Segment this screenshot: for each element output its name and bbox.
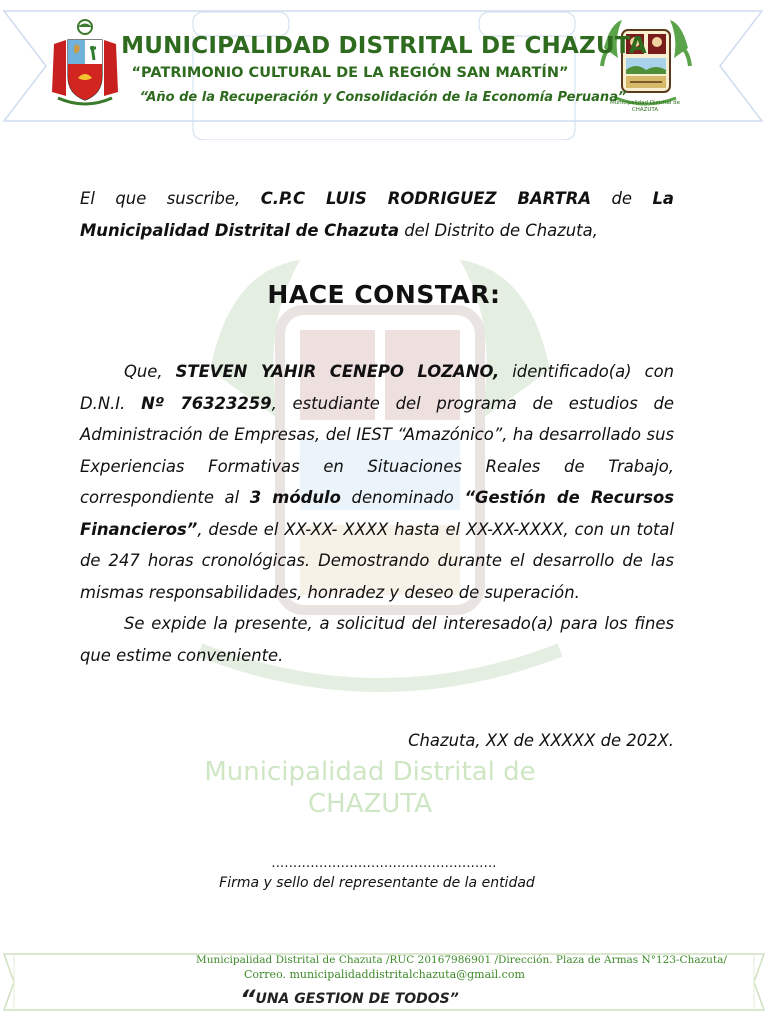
watermark-text-line1: Municipalidad Distrital de	[204, 757, 536, 787]
signature-line: ....................................................	[271, 856, 497, 871]
dni-number: Nº 76323259	[141, 393, 272, 413]
intro-text-1: El que suscribe,	[80, 189, 261, 208]
footer-email: Correo. municipalidaddistritalchazuta@gmail.com	[244, 968, 525, 981]
cert-text-1: Que,	[124, 362, 176, 381]
cert-text-4: denominado	[340, 488, 465, 507]
entity-name: La Municipalidad Distrital de Chazuta	[80, 189, 674, 240]
municipality-title: MUNICIPALIDAD DISTRITAL DE CHAZUTA	[121, 33, 647, 59]
module-name: “Gestión de Recursos Financieros”	[80, 488, 674, 539]
footer-slogan	[240, 985, 459, 1013]
emblem-caption: Municipalidad Distrital de CHAZUTA	[609, 100, 681, 113]
watermark-text-line2: CHAZUTA	[308, 789, 432, 819]
footer-address: Municipalidad Distrital de Chazuta /RUC 20167986901 /Dirección. Plaza de Armas N°123-Chazuta/	[196, 954, 727, 966]
signer-name: C.P.C LUIS RODRIGUEZ BARTRA	[260, 189, 591, 208]
issue-date: Chazuta, XX de XXXXX de 202X.	[408, 731, 674, 750]
module-number: 3 módulo	[249, 488, 341, 507]
intro-paragraph	[80, 183, 674, 246]
intro-text-3: del Distrito de Chazuta,	[399, 220, 598, 240]
certification-paragraph	[80, 356, 674, 671]
heritage-subtitle: “PATRIMONIO CULTURAL DE LA REGIÓN SAN MARTÍN”	[131, 65, 569, 81]
slogan-quote-mark: “	[240, 985, 256, 1013]
year-motto: “Año de la Recuperación y Consolidación de la Economía Peruana”	[139, 90, 627, 105]
cert-text-3: , estudiante del programa de estudios de Administración de Empresas, del IEST “Amazónico”, ha desarrollado sus Experiencias Formativas en Situaciones Reales de Trabajo, correspondiente al	[80, 393, 674, 507]
signature-label: Firma y sello del representante de la entidad	[219, 875, 535, 891]
intro-text-2: de	[591, 189, 653, 208]
closing-paragraph: Se expide la presente, a solicitud del interesado(a) para los fines que estime conveniente.	[80, 614, 674, 665]
student-name: STEVEN YAHIR CENEPO LOZANO,	[175, 362, 500, 381]
slogan-text: UNA GESTION DE TODOS”	[255, 991, 459, 1007]
document-heading: HACE CONSTAR:	[267, 280, 501, 309]
cert-text-2: identificado(a) con D.N.I.	[80, 362, 674, 413]
cert-text-5: , desde el XX-XX- XXXX hasta el XX-XX-XXXX, con un total de 247 horas cronológicas. Demostrando durante el desarrollo de las mismas responsabilidades, honradez y deseo de superación.	[80, 519, 674, 602]
